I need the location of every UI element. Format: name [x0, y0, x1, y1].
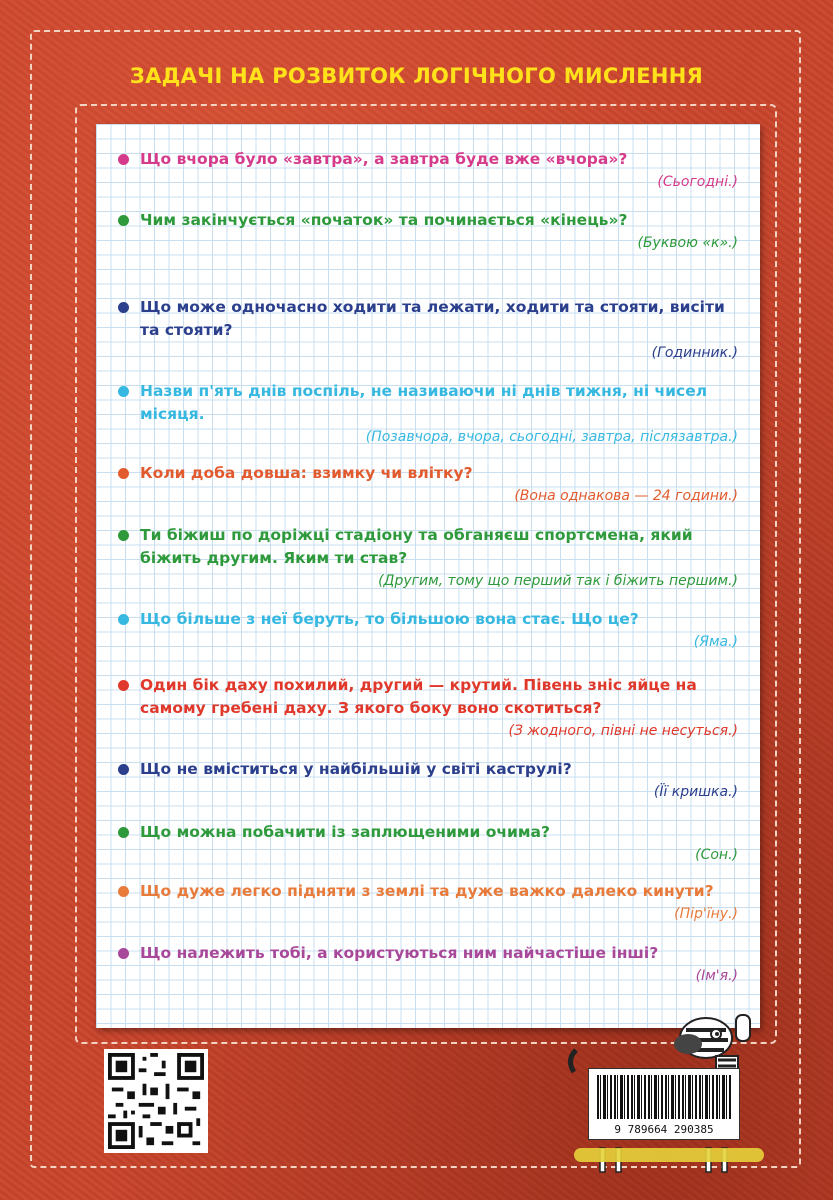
question-text: Що належить тобі, а користуються ним найчастіше інші? — [140, 944, 659, 962]
riddle-answer: (З жодного, півні не несуться.) — [508, 723, 738, 739]
riddle-question — [118, 758, 738, 781]
bullet-dot-icon — [118, 827, 129, 838]
qr-code-icon — [108, 1053, 204, 1149]
riddle-answer: (Сон.) — [695, 847, 738, 863]
question-text: Що може одночасно ходити та лежати, ходити та стояти, висіти та стояти? — [140, 298, 725, 339]
bullet-dot-icon — [118, 764, 129, 775]
barcode — [588, 1068, 740, 1140]
question-text: Що дуже легко підняти з землі та дуже важко далеко кинути? — [140, 882, 714, 900]
question-text: Ти біжиш по доріжці стадіону та обганяєш спортсмена, який біжить другим. Яким ти став? — [140, 526, 693, 567]
riddle-answer: (Вона однакова — 24 години.) — [514, 488, 738, 504]
barcode-bars — [597, 1075, 733, 1119]
riddle-question — [118, 608, 738, 631]
bullet-dot-icon — [118, 530, 129, 541]
riddle-answer: (Яма.) — [693, 634, 738, 650]
riddle-item — [118, 821, 738, 866]
riddle-question — [118, 880, 738, 903]
riddle-answer: (Сьогодні.) — [657, 174, 738, 190]
question-text: Що не вміститься у найбільшій у світі каструлі? — [140, 760, 572, 778]
bullet-dot-icon — [118, 154, 129, 165]
question-text: Що вчора було «завтра», а завтра буде вже «вчора»? — [140, 150, 628, 168]
riddle-item — [118, 674, 738, 742]
grass-strip — [574, 1148, 764, 1162]
grid-paper-panel — [96, 124, 760, 1028]
riddle-item — [118, 942, 738, 987]
page-title: ЗАДАЧІ НА РОЗВИТОК ЛОГІЧНОГО МИСЛЕННЯ — [129, 64, 704, 88]
riddle-item — [118, 462, 738, 507]
riddle-item — [118, 148, 738, 193]
riddle-item — [118, 758, 738, 803]
riddle-answer: (Буквою «к».) — [637, 235, 738, 251]
riddle-item — [118, 296, 738, 364]
qr-code — [104, 1049, 208, 1153]
question-text: Коли доба довша: взимку чи влітку? — [140, 464, 473, 482]
question-text: Назви п'ять днів поспіль, не називаючи ні днів тижня, ні чисел місяця. — [140, 382, 708, 423]
riddle-answer: (Пір'їну.) — [674, 906, 738, 922]
riddle-item — [118, 380, 738, 448]
riddle-answer: (Годинник.) — [651, 345, 738, 361]
riddle-question — [118, 462, 738, 485]
riddle-question — [118, 209, 738, 232]
question-text: Чим закінчується «початок» та починається «кінець»? — [140, 211, 628, 229]
barcode-number: 9 789664 290385 — [614, 1123, 714, 1136]
riddle-question — [118, 524, 738, 570]
bullet-dot-icon — [118, 468, 129, 479]
riddle-question — [118, 674, 738, 720]
riddle-answer: (Її кришка.) — [653, 784, 738, 800]
riddle-question — [118, 942, 738, 965]
riddle-question — [118, 821, 738, 844]
riddle-question — [118, 148, 738, 171]
riddle-question — [118, 380, 738, 426]
bullet-dot-icon — [118, 886, 129, 897]
question-text: Що можна побачити із заплющеними очима? — [140, 823, 551, 841]
riddle-item — [118, 524, 738, 592]
riddle-item — [118, 608, 738, 653]
bullet-dot-icon — [118, 948, 129, 959]
bullet-dot-icon — [118, 680, 129, 691]
riddle-question — [118, 296, 738, 342]
riddle-answer: (Позавчора, вчора, сьогодні, завтра, післязавтра.) — [365, 429, 738, 445]
bullet-dot-icon — [118, 614, 129, 625]
riddle-answer: (Ім'я.) — [695, 968, 738, 984]
riddle-answer: (Другим, тому що перший так і біжить першим.) — [378, 573, 738, 589]
riddle-item — [118, 209, 738, 254]
question-text: Один бік даху похилий, другий — крутий. Півень зніс яйце на самому гребені даху. З якого боку воно скотиться? — [140, 676, 697, 717]
bullet-dot-icon — [118, 386, 129, 397]
riddle-item — [118, 880, 738, 925]
question-text: Що більше з неї беруть, то більшою вона стає. Що це? — [140, 610, 639, 628]
bullet-dot-icon — [118, 215, 129, 226]
bullet-dot-icon — [118, 302, 129, 313]
